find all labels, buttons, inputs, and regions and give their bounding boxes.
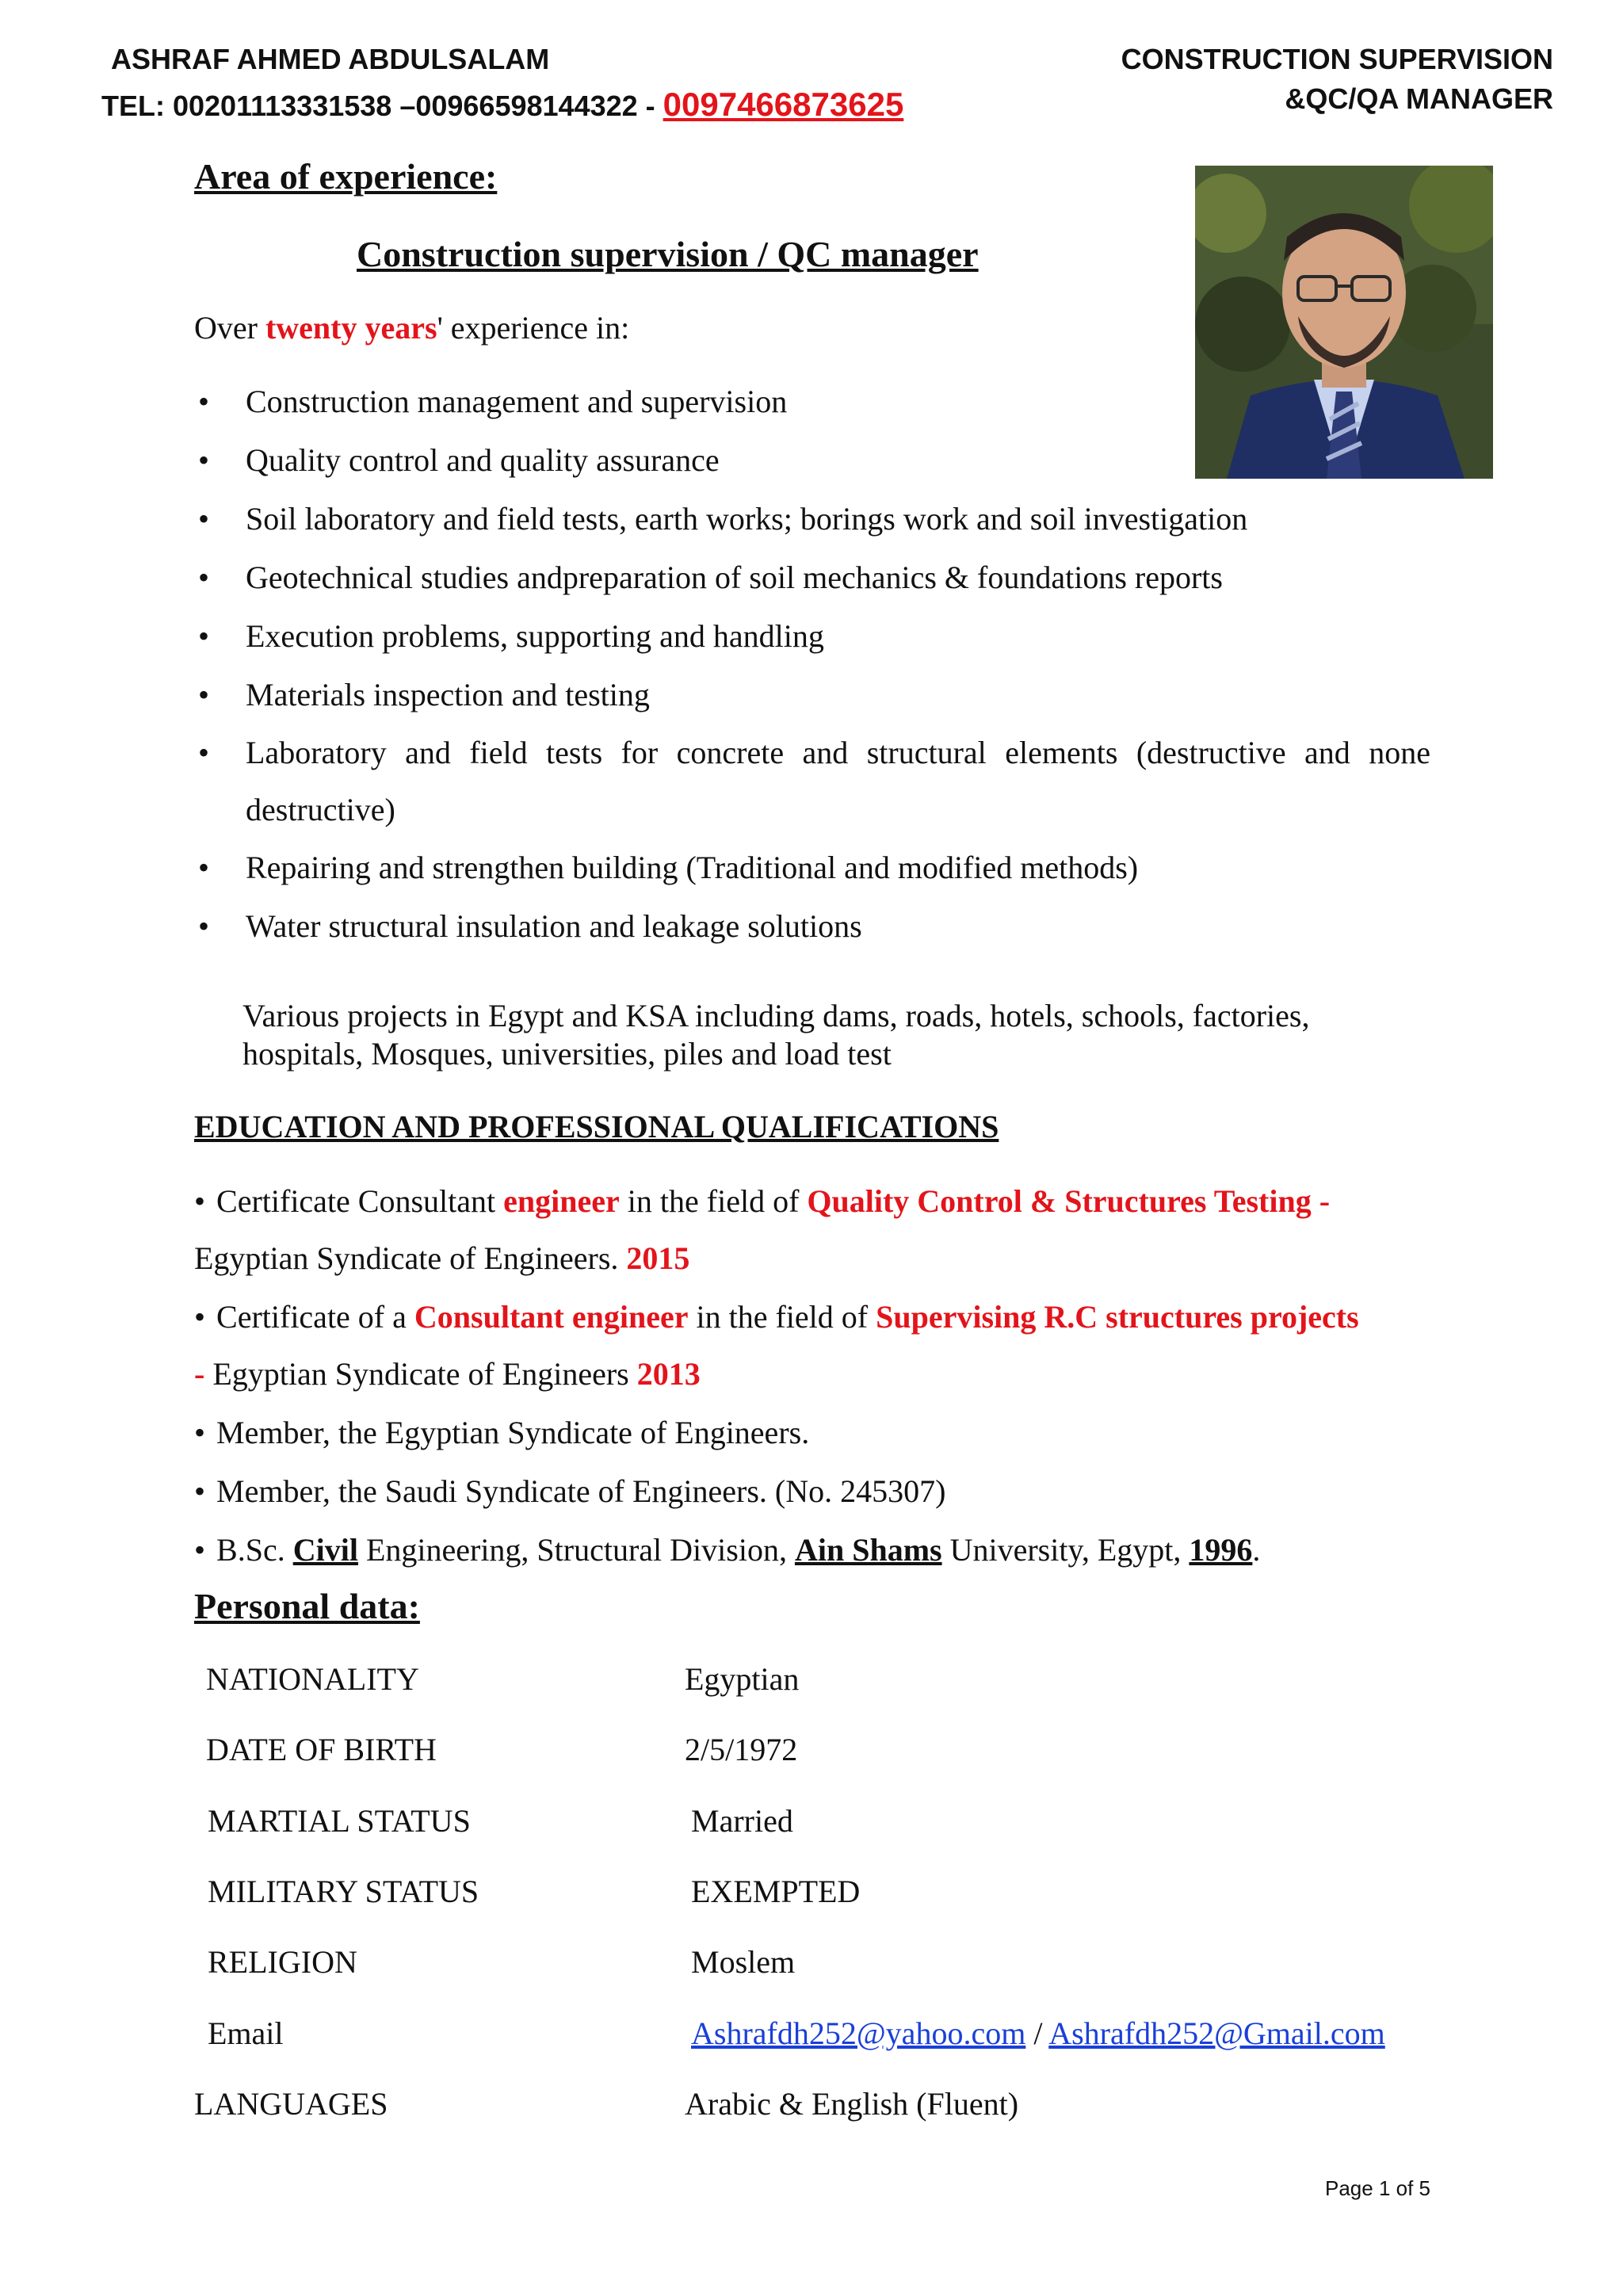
list-item: • Soil laboratory and field tests, earth works; borings work and soil investigation [246,490,1434,548]
experience-subheading: Construction supervision / QC manager [357,234,979,274]
military-status-value: EXEMPTED [691,1874,861,1909]
languages-value: Arabic & English (Fluent) [685,2086,1019,2122]
marital-status-label: MARTIAL STATUS [208,1803,471,1839]
bsc-text: B.Sc. [216,1532,293,1568]
cert2-issuer: Egyptian Syndicate of Engineers [204,1356,637,1392]
education-cert-2: • Certificate of a Consultant engineer in the field of Supervising R.C structures projects - Egyptian Syndicate of Engineers 2013 [194,1299,1359,1392]
education-member-1: • Member, the Egyptian Syndicate of Engineers. [194,1415,810,1450]
dob-value: 2/5/1972 [685,1732,798,1767]
cert2-text: Certificate of a [216,1299,414,1335]
intro-highlight: twenty years [265,310,437,346]
languages-label: LANGUAGES [194,2086,388,2122]
intro-prefix: Over [194,310,265,346]
email-yahoo-link[interactable]: Ashrafdh252@yahoo.com [691,2015,1026,2051]
bsc-text: University, Egypt, [941,1532,1190,1568]
cert2-year: 2013 [636,1356,701,1392]
cert1-field: Quality Control & Structures Testing - [807,1183,1331,1219]
cert2-text: in the field of [688,1299,876,1335]
experience-heading: Area of experience: [194,156,498,197]
education-heading: EDUCATION AND PROFESSIONAL QUALIFICATIONS [194,1109,999,1144]
dob-label: DATE OF BIRTH [206,1732,437,1767]
phone-highlight: 0097466873625 [663,86,904,123]
nationality-label: NATIONALITY [206,1661,419,1697]
list-item: • Laboratory and field tests for concrete and structural elements (destructive and none destructive) [246,724,1430,839]
cert2-highlight: Consultant engineer [414,1299,689,1335]
cert2-dash: - [194,1356,205,1392]
bsc-text: Engineering, Structural Division, [357,1532,795,1568]
marital-status-value: Married [691,1803,793,1839]
email-separator: / [1025,2015,1049,2051]
bsc-major: Civil [292,1532,358,1568]
nationality-value: Egyptian [685,1661,800,1697]
member1-text: Member, the Egyptian Syndicate of Engineers. [216,1415,810,1450]
phone-numbers: TEL: 00201113331538 –00966598144322 - [101,90,663,122]
page-number: Page 1 of 5 [1325,2176,1430,2200]
candidate-name: ASHRAF AHMED ABDULSALAM [111,43,550,75]
education-member-2: • Member, the Saudi Syndicate of Engineers. (No. 245307) [194,1473,946,1509]
job-title-line1: CONSTRUCTION SUPERVISION [1121,43,1553,75]
intro-suffix: ' experience in: [437,310,630,346]
education-bsc: • B.Sc. Civil Engineering, Structural Division, Ain Shams University, Egypt, 1996. [194,1532,1261,1568]
experience-intro [194,309,629,346]
projects-line-1: Various projects in Egypt and KSA including dams, roads, hotels, schools, factories, [242,998,1310,1033]
member2-text: Member, the Saudi Syndicate of Engineers. (No. 245307) [216,1473,946,1509]
bsc-text: . [1252,1532,1261,1568]
email-value [691,2015,1385,2052]
bsc-university: Ain Shams [794,1532,942,1568]
personal-heading: Personal data: [194,1586,420,1626]
bsc-year: 1996 [1189,1532,1253,1568]
cert1-text: Certificate Consultant [216,1183,504,1219]
cert1-text: in the field of [619,1183,808,1219]
cert1-highlight: engineer [503,1183,620,1219]
projects-line-2: hospitals, Mosques, universities, piles and load test [242,1036,892,1072]
email-label: Email [208,2015,284,2051]
list-item: • Repairing and strengthen building (Traditional and modified methods) [246,839,1434,897]
job-title-line2: &QC/QA MANAGER [1285,82,1553,115]
military-status-label: MILITARY STATUS [208,1874,479,1909]
list-item: • Geotechnical studies andpreparation of soil mechanics & foundations reports [246,548,1434,607]
list-item: • Materials inspection and testing [246,666,1434,724]
list-item: • Water structural insulation and leakage solutions [246,897,1434,956]
list-item: • Quality control and quality assurance [246,431,1434,490]
cert2-field: Supervising R.C structures projects [876,1299,1359,1335]
experience-list [246,372,1434,956]
cert1-issuer: Egyptian Syndicate of Engineers. [194,1240,627,1276]
education-cert-1: • Certificate Consultant engineer in the field of Quality Control & Structures Testing - Egyptian Syndicate of Engineers. 2015 [194,1183,1331,1276]
email-gmail-link[interactable]: Ashrafdh252@Gmail.com [1048,2015,1385,2051]
phone-line [101,86,903,124]
religion-label: RELIGION [208,1944,357,1980]
list-item: • Execution problems, supporting and handling [246,607,1434,666]
list-item: • Construction management and supervision [246,372,1434,431]
cert1-year: 2015 [626,1240,690,1276]
religion-value: Moslem [691,1944,796,1980]
